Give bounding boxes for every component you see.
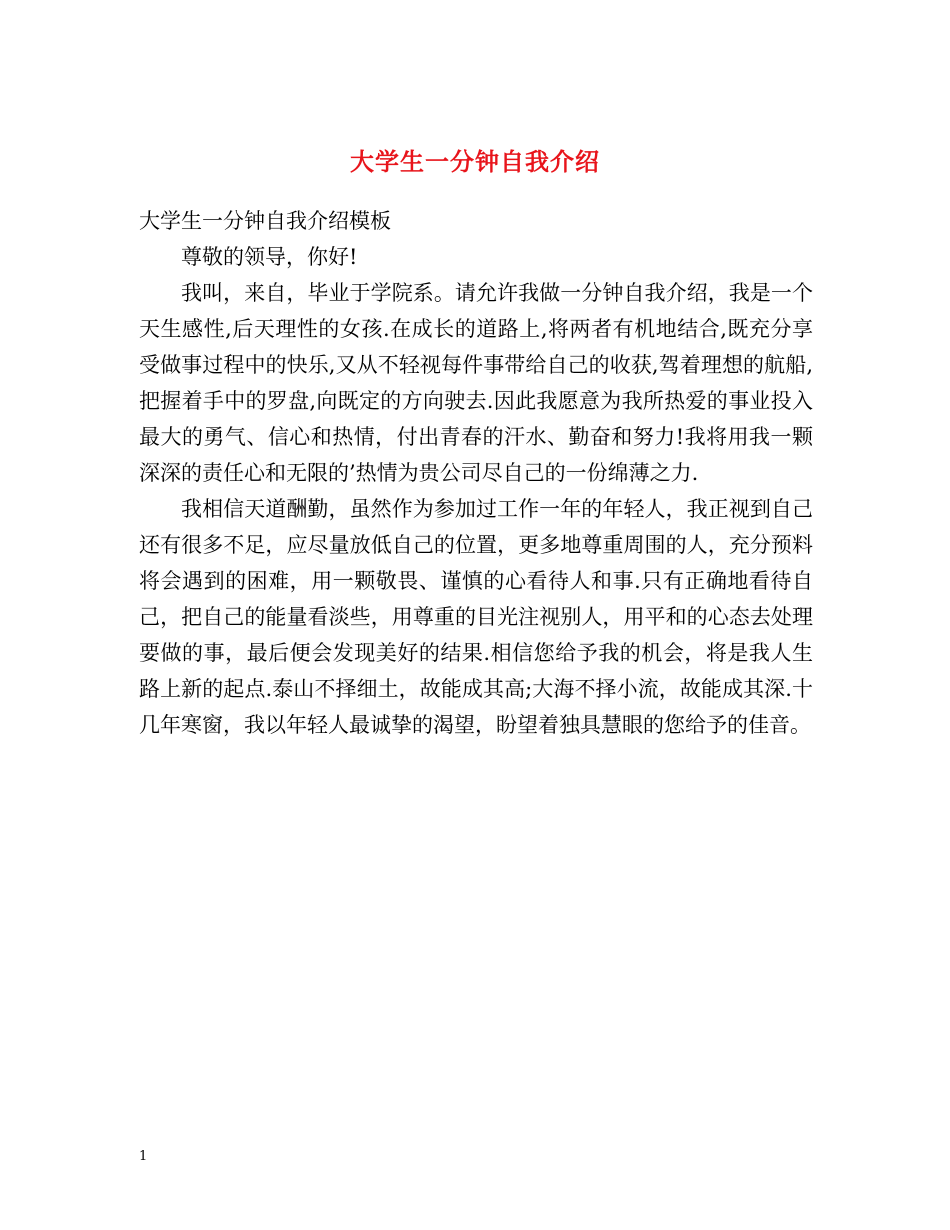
page-number: 1 bbox=[139, 1149, 148, 1164]
body-paragraph-2: 我相信天道酬勤，虽然作为参加过工作一年的年轻人，我正视到自己还有很多不足，应尽量放低自己的位置，更多地尊重周围的人，充分预料将会遇到的困难，用一颗敬畏、谨慎的心看待人和事.只有正确地看待自己，把自己的能量看淡些，用尊重的目光注视别人，用平和的心态去处理要做的事，最后便会发现美好的结果.相信您给予我的机会，将是我人生路上新的起点.泰山不择细土，故能成其高;大海不择小流，故能成其深.十几年寒窗，我以年轻人最诚挚的渴望，盼望着独具慧眼的您给予的佳音。 bbox=[139, 497, 813, 737]
document-subtitle: 大学生一分钟自我介绍模板 bbox=[139, 209, 391, 233]
document-body bbox=[139, 203, 813, 743]
greeting-line: 尊敬的领导，你好! bbox=[181, 245, 358, 269]
document-title: 大学生一分钟自我介绍 bbox=[350, 147, 600, 177]
body-paragraph-1: 我叫，来自，毕业于学院系。请允许我做一分钟自我介绍，我是一个天生感性,后天理性的女孩.在成长的道路上,将两者有机地结合,既充分享受做事过程中的快乐,又从不轻视每件事带给自己的收获,驾着理想的航船,把握着手中的罗盘,向既定的方向驶去.因此我愿意为我所热爱的事业投入最大的勇气、信心和热情，付出青春的汗水、勤奋和努力!我将用我一颗深深的责任心和无限的’热情为贵公司尽自己的一份绵薄之力. bbox=[139, 281, 813, 485]
